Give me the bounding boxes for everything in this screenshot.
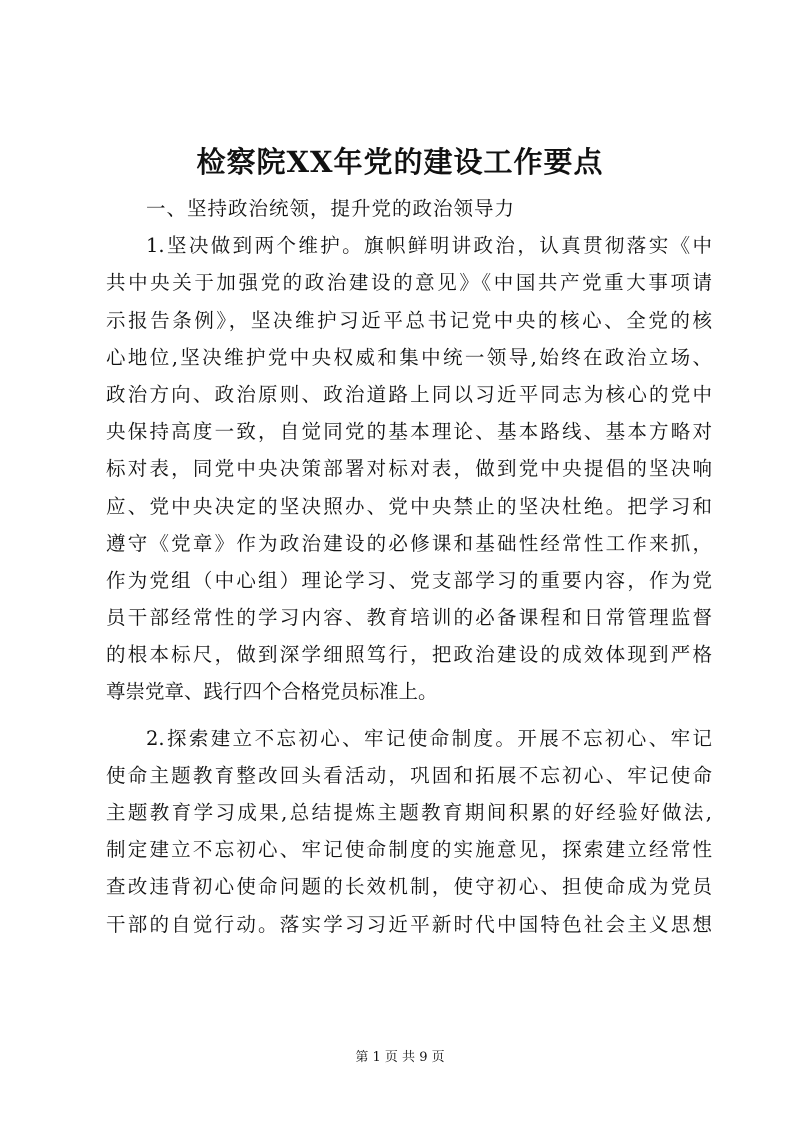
paragraph-2 [106, 720, 712, 943]
text-line: 心地位,坚决维护党中央权威和集中统一领导,始终在政治立场、 [106, 345, 712, 369]
text-line: 的根本标尺，做到深学细照笃行，把政治建设的成效体现到严格 [106, 643, 712, 667]
text-line: 干部的自觉行动。落实学习习近平新时代中国特色社会主义思想 [106, 912, 712, 936]
text-line: 作为党组（中心组）理论学习、党支部学习的重要内容，作为党 [106, 568, 712, 592]
text-line: 查改违背初心使命问题的长效机制，使守初心、担使命成为党员 [106, 875, 712, 899]
page-number-footer: 第 1 页 共 9 页 [355, 1050, 445, 1065]
document-title: 检察院XX年党的建设工作要点 [196, 145, 604, 179]
text-line: 使命主题教育整改回头看活动，巩固和拓展不忘初心、牢记使命 [106, 763, 712, 787]
text-line: 2.探索建立不忘初心、牢记使命制度。开展不忘初心、牢记 [146, 726, 712, 750]
text-line: 共中央关于加强党的政治建设的意见》《中国共产党重大事项请 [106, 271, 712, 295]
section-heading: 一、坚持政治统领，提升党的政治领导力 [146, 197, 516, 220]
text-line: 应、党中央决定的坚决照办、党中央禁止的坚决杜绝。把学习和 [106, 494, 712, 518]
text-line: 政治方向、政治原则、政治道路上同以习近平同志为核心的党中 [106, 382, 712, 406]
text-line: 员干部经常性的学习内容、教育培训的必备课程和日常管理监督 [106, 606, 712, 630]
text-line: 遵守《党章》作为政治建设的必修课和基础性经常性工作来抓， [106, 531, 712, 555]
text-line: 标对表，同党中央决策部署对标对表，做到党中央提倡的坚决响 [106, 457, 712, 481]
text-line: 主题教育学习成果,总结提炼主题教育期间积累的好经验好做法, [106, 801, 712, 824]
text-line: 制定建立不忘初心、牢记使命制度的实施意见，探索建立经常性 [106, 838, 712, 862]
text-line: 1.坚决做到两个维护。旗帜鲜明讲政治，认真贯彻落实《中 [146, 234, 712, 258]
document-body [106, 190, 712, 943]
paragraph-1 [106, 227, 712, 710]
text-line: 示报告条例》，坚决维护习近平总书记党中央的核心、全党的核 [106, 308, 712, 332]
text-line: 尊崇党章、践行四个合格党员标准上。 [106, 680, 438, 704]
text-line: 央保持高度一致，自觉同党的基本理论、基本路线、基本方略对 [106, 420, 712, 444]
